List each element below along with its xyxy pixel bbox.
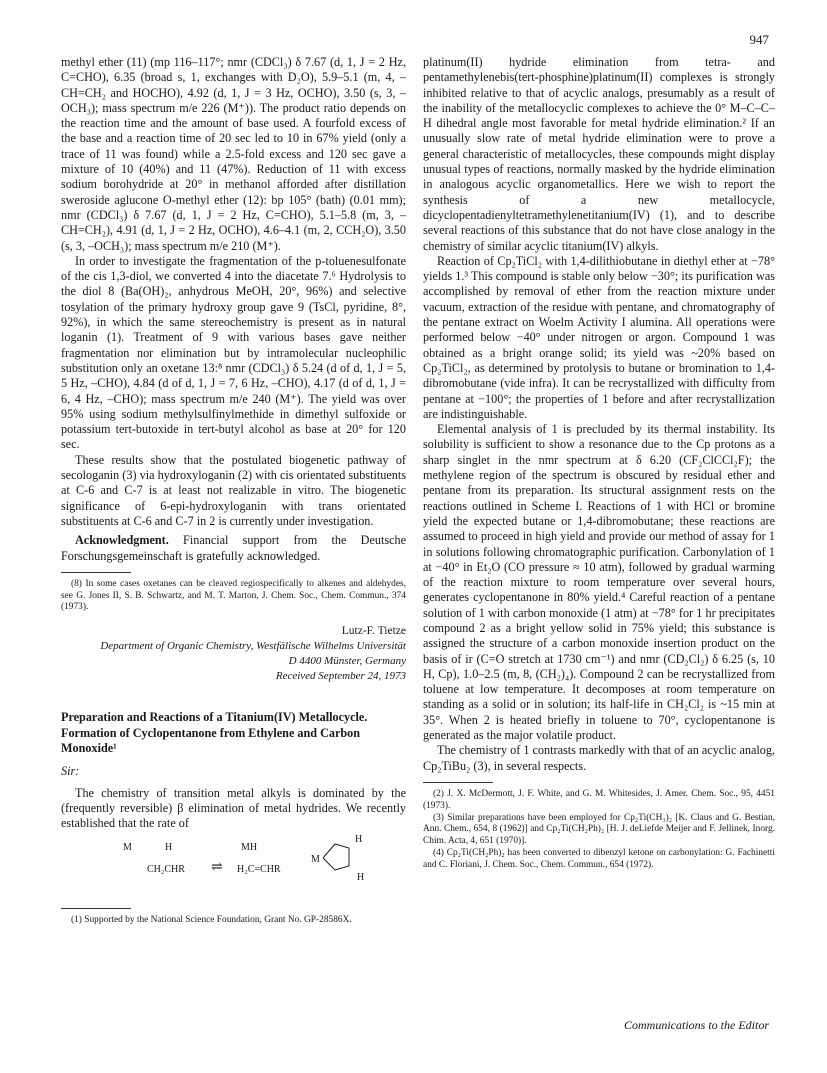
body-paragraph: The chemistry of transition metal alkyls is dominated by the (frequently reversible) β elimination of metal hydrides. We recently established that the rate of — [61, 785, 406, 831]
scheme-metallocycle-metal: M — [311, 853, 320, 865]
salutation: Sir: — [61, 764, 80, 779]
article-title: Preparation and Reactions of a Titanium(IV) Metallocycle. Formation of Cyclopentanone from Ethylene and Carbon Monoxide¹ — [61, 710, 368, 756]
acknowledgment — [61, 533, 406, 564]
scheme-metallocycle-h-bottom: H — [357, 871, 365, 883]
scheme-metal-hydride: MH — [241, 841, 258, 853]
equilibrium-arrow: ⇌ — [211, 859, 223, 875]
footnote: (3) Similar preparations have been employed for Cp₂Ti(CH₃)₂ [K. Claus and G. Bestian, Ann. Chem., 654, 8 (1962)] and Cp₂Ti(CH₂Ph)₂ [H. J. deLiefde Meijer and F. Jellinek, Inorg. Chim. Acta, 4, 651 (1970)]. — [423, 812, 775, 847]
received-date: Received September 24, 1973 — [275, 670, 406, 683]
footnote-rule — [61, 908, 131, 909]
scheme-metal: M — [123, 841, 132, 853]
right-column — [423, 55, 775, 872]
metallocycle-ring — [319, 838, 359, 878]
acknowledgment-text: Financial support from the Deutsche Forschungsgemeinschaft is gratefully acknowledged. — [61, 533, 406, 563]
footnote: (8) In some cases oxetanes can be cleaved regiospecifically to alkenes and aldehydes, see G. Jones II, S. B. Schwartz, and M. T. Marton, J. Chem. Soc., Chem. Commun., 374 (1973). — [61, 578, 406, 613]
scheme-alkyl: CH₂CHR — [147, 863, 185, 875]
author-name: Lutz-F. Tietze — [341, 625, 406, 638]
author-address: D 4400 Münster, Germany — [288, 655, 406, 668]
reaction-scheme — [61, 833, 406, 900]
author-affiliation: Department of Organic Chemistry, Westfälische Wilhelms Universität — [100, 640, 406, 653]
body-paragraph: platinum(II) hydride elimination from tetra- and pentamethylenebis(tert-phosphine)platinum(II) complexes is strongly inhibited relative to that of acyclic analogs, presumably as a result of the inability of the metallocyclic complexes to achieve the 0° M–C–C–H dihedral angle most favorable for metal hydride elimination.² If an unusually slow rate of metal hydride elimination were to prove a general characteristic of metallocycles, these compounds might display unusual types of reactions, normally masked by the hydride elimination in analogous acyclic organometallics. Here we wish to report the synthesis of a new metallocycle, dicyclopentadienyltetramethylenetitanium(IV) (1), and to describe several reactions of this substance that do not have close analogy in the chemistry of similar acyclic titanium(IV) alkyls. — [423, 55, 775, 253]
acknowledgment-heading: Acknowledgment. — [75, 533, 169, 548]
scheme-metallocycle-h-top: H — [355, 833, 363, 845]
footnote-rule — [61, 572, 131, 573]
footnote: (2) J. X. McDermott, J. F. White, and G. M. Whitesides, J. Amer. Chem. Soc., 95, 4451 (1973). — [423, 788, 775, 811]
body-paragraph: The chemistry of 1 contrasts markedly with that of an acyclic analog, Cp₂TiBu₂ (3), in several respects. — [423, 743, 775, 773]
body-paragraph: These results show that the postulated biogenetic pathway of secologanin (3) via hydroxyloganin (2) with cis orientated substituents at C-6 and C-7 is at least not realizable in vitro. The biogenetic significance of 6-epi-hydroxyloganin with trans orientated substituents at C-6 and C-7 in 2 is currently under investigation. — [61, 452, 406, 528]
body-paragraph: In order to investigate the fragmentation of the p-toluenesulfonate of the cis 1,3-diol, we converted 4 into the diacetate 7.⁶ Hydrolysis to the diol 8 (Ba(OH)₂, anhydrous MeOH, 20°, 96%) and selective tosylation of the primary hydroxy group gave 9 (TsCl, pyridine, 8°, 92%), in which the same stereochemistry is present as in natural loganin (1). Treatment of 9 with various bases gave neither fragmentation nor elimination but by intramolecular nucleophilic substitution only an oxetane 13:⁸ nmr (CDCl₃) δ 5.24 (d of d, 1, J = 5, 5 Hz, –CHO), 4.84 (d of d, 1, J = 7, 6 Hz, –CHO), 4.17 (d of d, 1, J = 6, 4 Hz, –CHO); mass spectrum m/e 240 (M⁺). The yield was over 95% using sodium methylsulfinylmethide in dimethyl sulfoxide or potassium tert-butoxide in tert-butyl alcohol as base at 20° for 120 sec. — [61, 253, 406, 452]
footnote-rule — [423, 782, 493, 783]
body-paragraph: Reaction of Cp₂TiCl₂ with 1,4-dilithiobutane in diethyl ether at −78° yields 1.³ This compound is stable only below −30°; its purification was accomplished by removal of ether from the reaction mixture under vacuum, extraction of the residue with pentane, and chromatography of the pentane extract on Woelm Activity I alumina. All operations were performed below −40° under nitrogen or argon. Compound 1 was obtained as a bright orange solid; its yield was ~20% based on Cp₂TiCl₂, as determined by protolysis to butane or bromination to 1,4-dibromobutane (vide infra). It can be recrystallized with difficulty from pentane at −100°; the properties of 1 before and after recrystallization are indistinguishable. — [423, 253, 775, 421]
running-footer: Communications to the Editor — [624, 1018, 769, 1032]
body-paragraph: methyl ether (11) (mp 116–117°; nmr (CDCl₃) δ 7.67 (d, 1, J = 2 Hz, C=CHO), 6.35 (broad s, 1, exchanges with D₂O), 5.9–5.1 (m, 4, –CH=CH₂ and HOCHO), 4.92 (d, 1, J = 3 Hz, OCHO), 3.50 (s, 3, –OCH₃); mass spectrum m/e 226 (M⁺)). The product ratio depends on the reaction time and the amount of base used. A fourfold excess of the base and a reaction time of 20 sec led to 10 in 67% yield (only a trace of 11 was found) while a 2.5-fold excess and 120 sec gave a mixture of 10 (40%) and 11 (47%). Reduction of 11 with excess sodium borohydride at 20° in methanol afforded after distillation sweroside aglucone O-methyl ether (12): bp 105° (bath) (0.01 mm); nmr (CDCl₃) δ 7.67 (d, 1, J = 2 Hz, C=CHO), 5.1–5.8 (m, 3, –CH=CH₂), 4.91 (d, 1, J = 2 Hz, OCHO), 4.6–4.1 (m, 2, CCH₂O), 3.50 (s, 3, –OCH₃); mass spectrum m/e 210 (M⁺). — [61, 55, 406, 253]
footnote: (4) Cp₂Ti(CH₂Ph)₂ has been converted to dibenzyl ketone on carbonylation: G. Fachinetti and C. Floriani, J. Chem. Soc., Chem. Commun., 654 (1972). — [423, 847, 775, 870]
scheme-hydrogen: H — [165, 841, 173, 853]
page-number: 947 — [749, 32, 769, 47]
body-paragraph: Elemental analysis of 1 is precluded by its thermal instability. Its solubility is sufficient to show a resonance due to the Cp protons as a sharp singlet in the nmr spectrum at δ 6.20 (CF₂ClCCl₂F); the methylene region of the spectrum is obscured by residual ether and pentane from its preparation. Its structural assignment rests on the reactions outlined in Scheme I. Reactions of 1 with HCl or bromine yield the expected butane or 1,4-dibromobutane; these reactions are assumed to proceed in high yield and provide our method of assay for 1 in solutions following chromatographic purification. Carbonylation of 1 at −40° in Et₂O (CO pressure ≈ 10 atm), followed by gradual warming of the reaction mixture to room temperature over several hours, generates cyclopentanone in 80% yield.⁴ Careful reaction of a pentane solution of 1 with carbon monoxide (1 atm) at −78° for 1 hr precipitates compound 2 as a bright yellow solid in 75% yield; this substance is assigned the structure of a carbon monoxide insertion product on the basis of ir (C=O stretch at 1730 cm⁻¹) and nmr (CD₂Cl₂) δ 6.25 (s, 10 H, Cp), 1.0–2.5 (m, 8, (CH₂)₄). Compound 2 can be recrystallized from toluene at low temperature. It decomposes at room temperature on standing as a solid or in solution; its half-life in CH₂Cl₂ is ~15 min at 35°. When 2 is heated briefly in toluene to 70°, cyclopentanone is generated as the major volatile product. — [423, 422, 775, 743]
scheme-alkene: H₂C=CHR — [237, 863, 281, 875]
left-column — [61, 55, 406, 926]
footnote: (1) Supported by the National Science Foundation, Grant No. GP-28586X. — [71, 914, 352, 925]
